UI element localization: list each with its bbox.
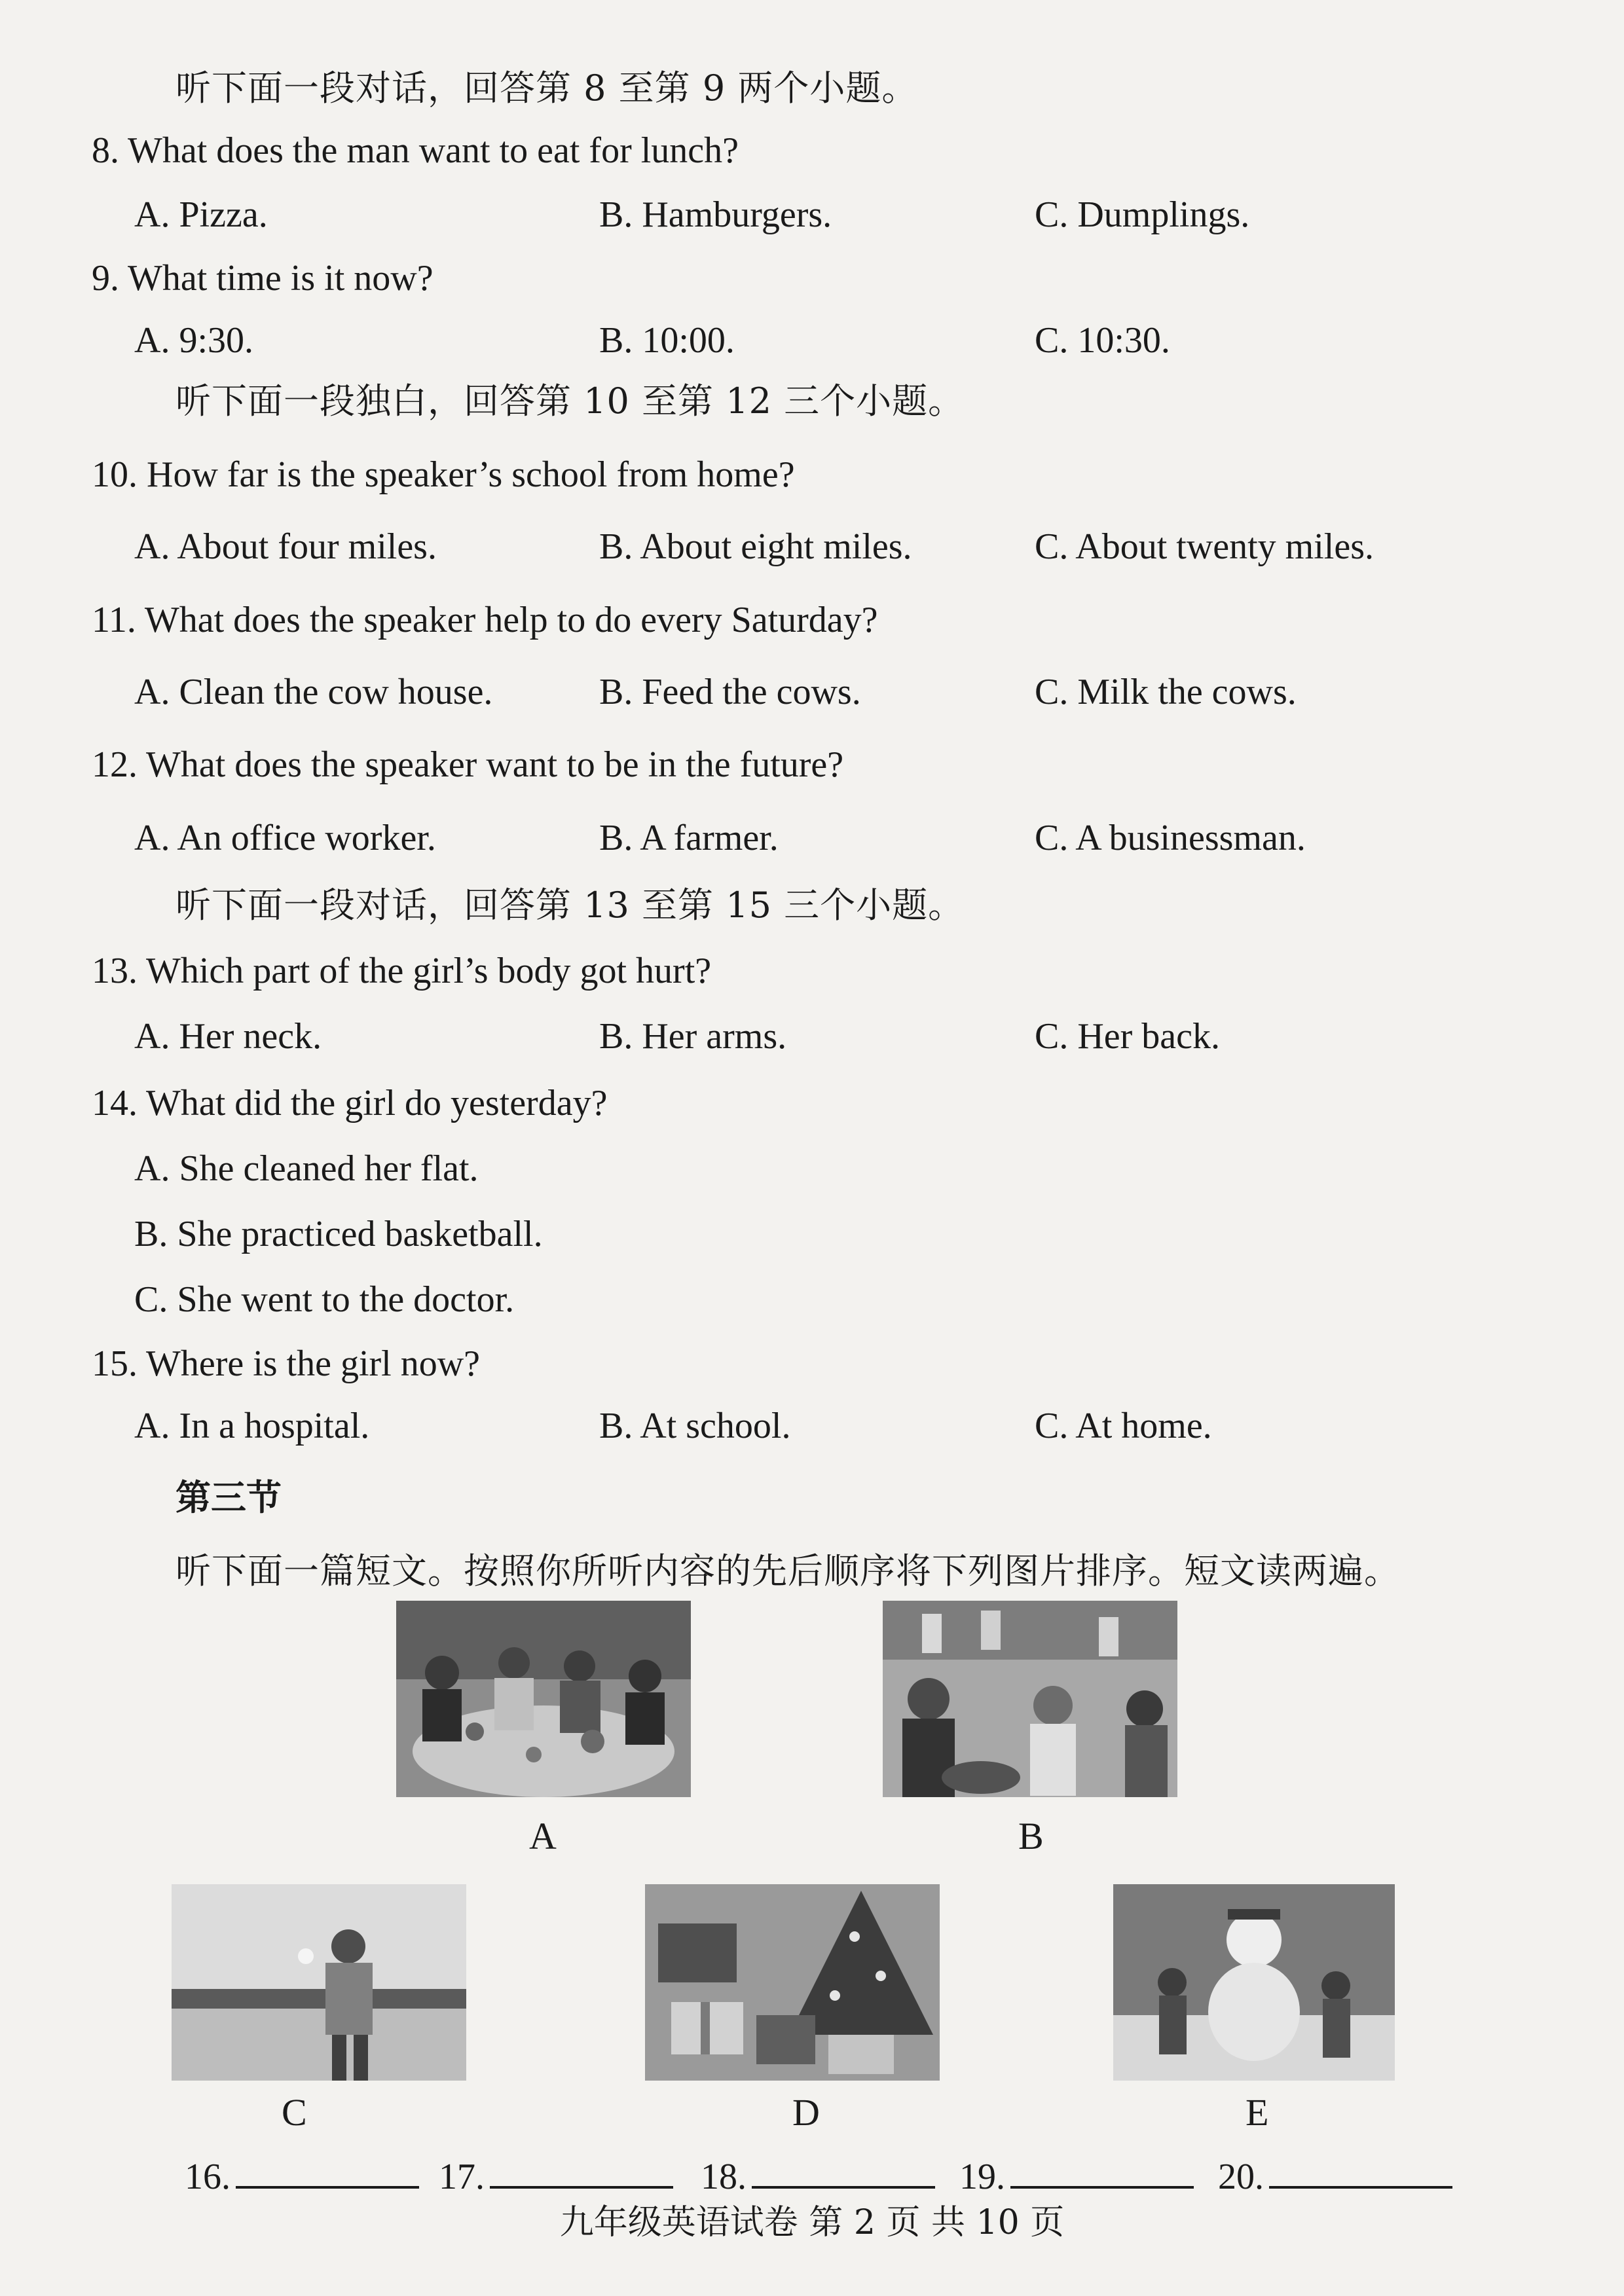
- q11-option-b: B. Feed the cows.: [599, 672, 861, 712]
- q8-option-c: C. Dumplings.: [1035, 194, 1250, 235]
- instruction-13-15: 听下面一段对话，回答第 13 至第 15 三个小题。: [175, 884, 965, 926]
- picture-c-label: C: [282, 2091, 307, 2134]
- section-3-title: 第三节: [175, 1476, 282, 1518]
- picture-e-label: E: [1246, 2091, 1269, 2134]
- question-15: 15. Where is the girl now?: [92, 1343, 481, 1384]
- q8-option-b: B. Hamburgers.: [599, 194, 832, 235]
- answer-blank-18[interactable]: 18.: [701, 2151, 935, 2200]
- picture-a-family-dinner: [396, 1601, 691, 1797]
- q14-option-c: C. She went to the doctor.: [134, 1279, 515, 1320]
- q12-option-c: C. A businessman.: [1035, 818, 1306, 858]
- q12-option-a: A. An office worker.: [134, 818, 436, 858]
- question-14: 14. What did the girl do yesterday?: [92, 1083, 608, 1123]
- question-11: 11. What does the speaker help to do every Saturday?: [92, 600, 878, 640]
- q15-option-a: A. In a hospital.: [134, 1406, 370, 1446]
- picture-a-label: A: [529, 1815, 557, 1857]
- picture-c-man-outdoors: [172, 1884, 466, 2081]
- question-12: 12. What does the speaker want to be in the future?: [92, 744, 844, 785]
- q10-option-a: A. About four miles.: [134, 526, 437, 567]
- q10-option-b: B. About eight miles.: [599, 526, 912, 567]
- picture-e-snowman: [1113, 1884, 1395, 2081]
- answer-blank-16[interactable]: 16.: [185, 2151, 419, 2200]
- q13-option-b: B. Her arms.: [599, 1016, 787, 1057]
- answer-blank-17[interactable]: 17.: [439, 2151, 673, 2200]
- q13-option-c: C. Her back.: [1035, 1016, 1221, 1057]
- picture-b-children-party: [883, 1601, 1177, 1797]
- q15-option-c: C. At home.: [1035, 1406, 1212, 1446]
- picture-d-tree-presents: [645, 1884, 940, 2081]
- question-10: 10. How far is the speaker’s school from home?: [92, 454, 795, 495]
- q14-option-b: B. She practiced basketball.: [134, 1214, 543, 1254]
- question-8: 8. What does the man want to eat for lunch?: [92, 130, 739, 171]
- question-9: 9. What time is it now?: [92, 258, 434, 299]
- q10-option-c: C. About twenty miles.: [1035, 526, 1374, 567]
- page-footer: 九年级英语试卷 第 2 页 共 10 页: [559, 2203, 1065, 2242]
- section-3-instruction: 听下面一篇短文。按照你所听内容的先后顺序将下列图片排序。短文读两遍。: [175, 1550, 1400, 1592]
- q11-option-a: A. Clean the cow house.: [134, 672, 493, 712]
- q9-option-a: A. 9:30.: [134, 320, 253, 361]
- q14-option-a: A. She cleaned her flat.: [134, 1148, 479, 1189]
- question-13: 13. Which part of the girl’s body got hurt?: [92, 951, 712, 991]
- q9-option-b: B. 10:00.: [599, 320, 735, 361]
- q9-option-c: C. 10:30.: [1035, 320, 1170, 361]
- q8-option-a: A. Pizza.: [134, 194, 268, 235]
- instruction-8-9: 听下面一段对话，回答第 8 至第 9 两个小题。: [175, 67, 918, 109]
- picture-d-label: D: [792, 2091, 820, 2134]
- q13-option-a: A. Her neck.: [134, 1016, 322, 1057]
- answer-blank-19[interactable]: 19.: [959, 2151, 1194, 2200]
- q11-option-c: C. Milk the cows.: [1035, 672, 1297, 712]
- picture-b-label: B: [1018, 1815, 1044, 1857]
- answer-blank-20[interactable]: 20.: [1218, 2151, 1452, 2200]
- q12-option-b: B. A farmer.: [599, 818, 779, 858]
- q15-option-b: B. At school.: [599, 1406, 791, 1446]
- instruction-10-12: 听下面一段独白，回答第 10 至第 12 三个小题。: [175, 380, 965, 422]
